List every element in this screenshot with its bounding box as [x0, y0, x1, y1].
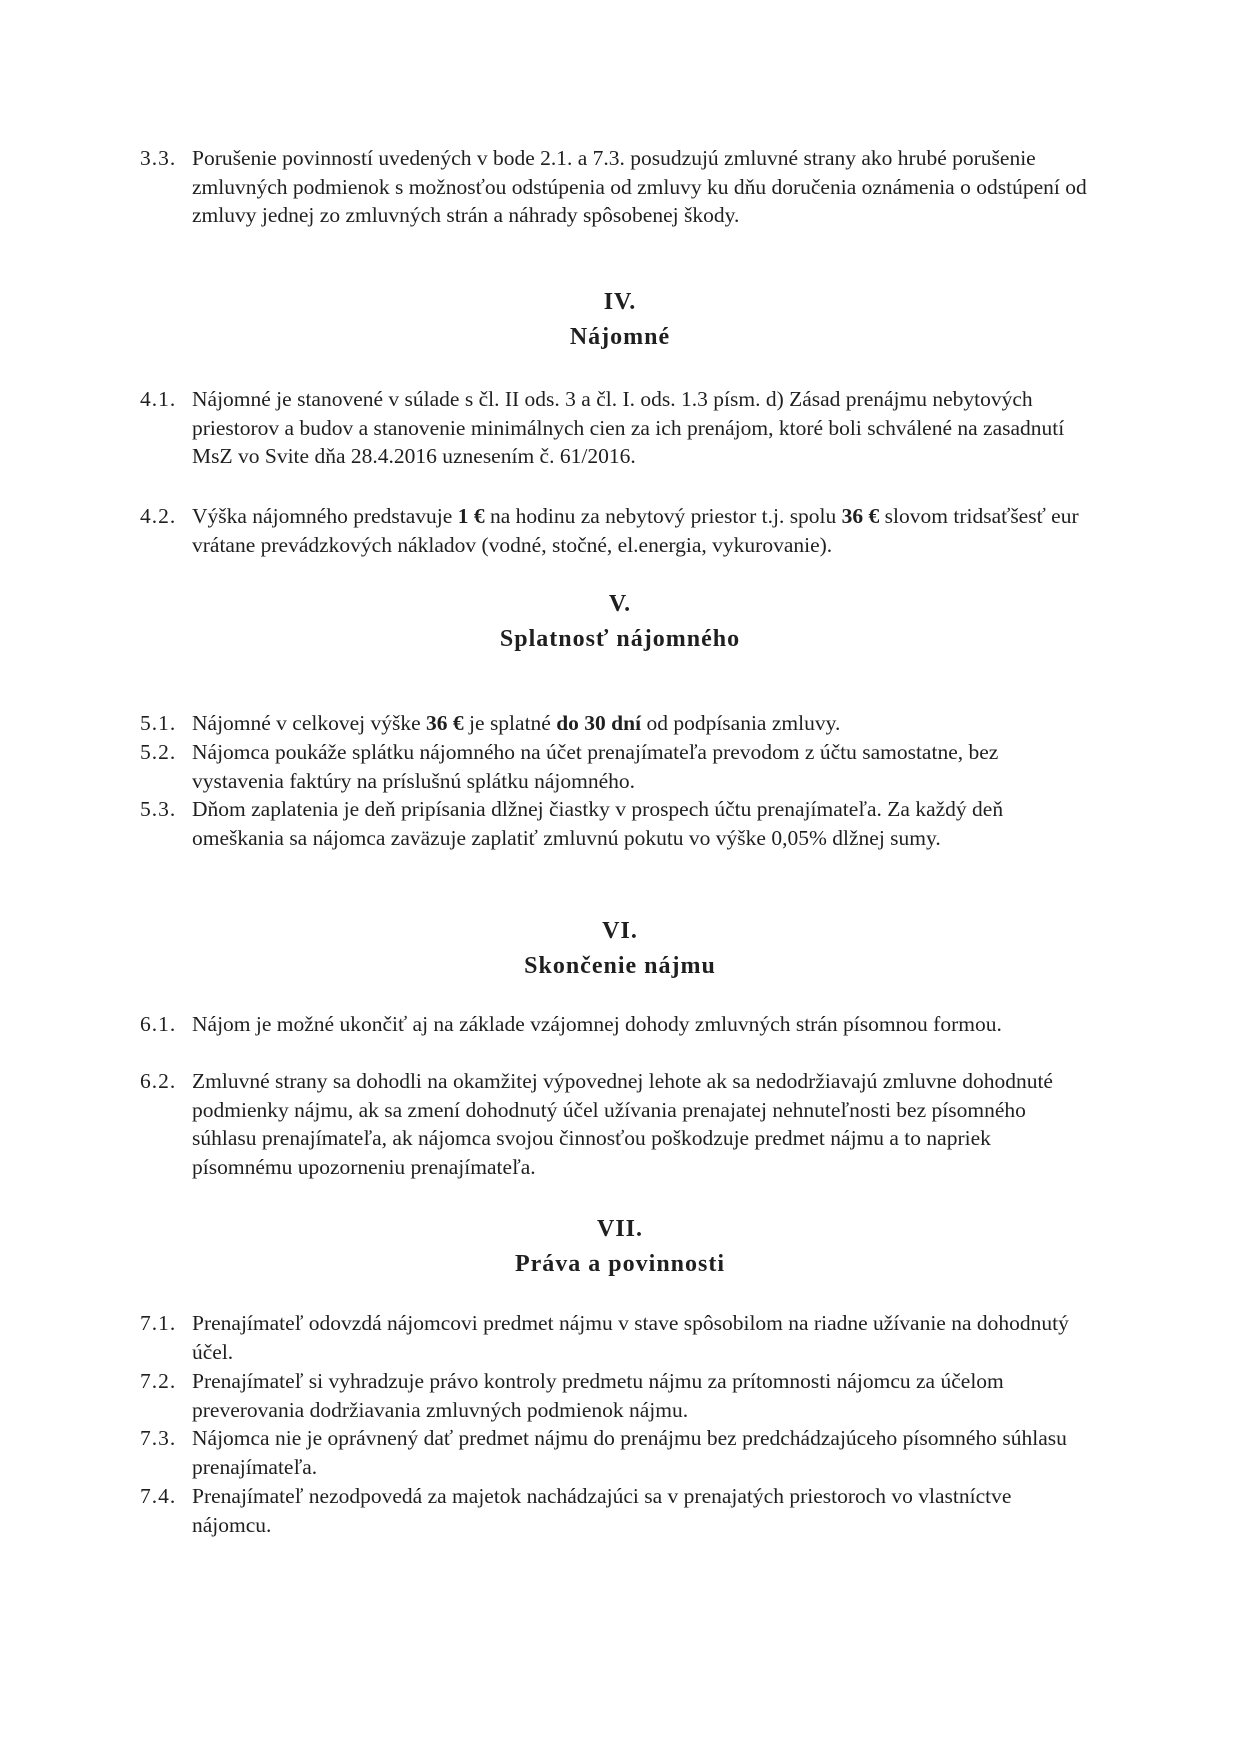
section-title: Skončenie nájmu: [524, 953, 716, 979]
clause-number: 4.2.: [140, 504, 177, 528]
rent-amount: 36 €: [426, 711, 464, 735]
clause-number: 5.1.: [140, 711, 177, 735]
clause-6-1: [140, 1010, 1090, 1039]
price-per-hour: 1 €: [457, 504, 485, 528]
clause-text: Výška nájomného predstavuje 1 € na hodinu za nebytový priestor t.j. spolu 36 € slovom tridsaťšesť eur vrátane prevádzkových nákladov (vodné, stočné, el.energia, vykurovanie).: [192, 504, 1079, 557]
clause-7-2: [140, 1367, 1090, 1424]
clause-text: Zmluvné strany sa dohodli na okamžitej výpovednej lehote ak sa nedodržiavajú zmluvne dohodnuté podmienky nájmu, ak sa zmení dohodnutý účel užívania prenajatej nehnuteľnosti bez písomného súhlasu prenajímateľa, ak nájomca svojou činnosťou poškodzuje predmet nájmu a to napriek písomnému upozorneniu prenajímateľa.: [192, 1069, 1053, 1179]
clause-5-3: [140, 795, 1090, 852]
section-number: VII.: [596, 1216, 643, 1242]
clause-text: Porušenie povinností uvedených v bode 2.1. a 7.3. posudzujú zmluvné strany ako hrubé porušenie zmluvných podmienok s možnosťou odstúpenia od zmluvy ku dňu doručenia oznámenia o odstúpení od zmluvy jednej zo zmluvných strán a náhrady spôsobenej škody.: [192, 146, 1087, 227]
clause-text: Nájom je možné ukončiť aj na základe vzájomnej dohody zmluvných strán písomnou formou.: [192, 1012, 1002, 1036]
clause-number: 5.3.: [140, 797, 177, 821]
clause-text: Nájomné v celkovej výške 36 € je splatné do 30 dní od podpísania zmluvy.: [192, 711, 841, 735]
clause-number: 7.2.: [140, 1369, 177, 1393]
section-title: Práva a povinnosti: [514, 1251, 726, 1277]
clause-4-1: [140, 385, 1090, 471]
clause-4-2: [140, 502, 1090, 559]
clause-text: Nájomné je stanovené v súlade s čl. II ods. 3 a čl. I. ods. 1.3 písm. d) Zásad prenájmu nebytových priestorov a budov a stanovenie minimálnych cien za ich prenájom, ktoré boli schválené na zasadnutí MsZ vo Svite dňa 28.4.2016 uznesením č. 61/2016.: [192, 387, 1065, 468]
clause-text: Prenajímateľ si vyhradzuje právo kontroly predmetu nájmu za prítomnosti nájomcu za účelom preverovania dodržiavania zmluvných podmienok nájmu.: [192, 1369, 1004, 1422]
clause-number: 3.3.: [140, 146, 177, 170]
clause-number: 7.3.: [140, 1426, 177, 1450]
clause-text: Prenajímateľ odovzdá nájomcovi predmet nájmu v stave spôsobilom na riadne užívanie na dohodnutý účel.: [192, 1311, 1069, 1364]
clause-number: 6.2.: [140, 1069, 177, 1093]
section-title: Nájomné: [569, 324, 671, 350]
clause-6-2: [140, 1067, 1090, 1181]
clause-number: 7.4.: [140, 1484, 177, 1508]
section-number: V.: [608, 591, 632, 617]
clause-text: Dňom zaplatenia je deň pripísania dlžnej čiastky v prospech účtu prenajímateľa. Za každý deň omeškania sa nájomca zaväzuje zaplatiť zmluvnú pokutu vo výške 0,05% dlžnej sumy.: [192, 797, 1004, 850]
clause-text: Nájomca nie je oprávnený dať predmet nájmu do prenájmu bez predchádzajúceho písomného súhlasu prenajímateľa.: [192, 1426, 1067, 1479]
clause-number: 6.1.: [140, 1012, 177, 1036]
clause-5-1: [140, 709, 1090, 738]
clause-5-2: [140, 738, 1090, 795]
clause-text: Nájomca poukáže splátku nájomného na účet prenajímateľa prevodom z účtu samostatne, bez vystavenia faktúry na príslušnú splátku nájomného.: [192, 740, 999, 793]
clause-7-1: [140, 1309, 1090, 1366]
section-number: VI.: [602, 918, 638, 944]
clause-number: 4.1.: [140, 387, 177, 411]
clause-3-3: [140, 144, 1090, 230]
due-period: do 30 dní: [556, 711, 642, 735]
section-title: Splatnosť nájomného: [499, 626, 741, 652]
clause-number: 7.1.: [140, 1311, 177, 1335]
clause-number: 5.2.: [140, 740, 177, 764]
clause-7-3: [140, 1424, 1090, 1481]
clause-text: Prenajímateľ nezodpovedá za majetok nachádzajúci sa v prenajatých priestoroch vo vlastníctve nájomcu.: [192, 1484, 1012, 1537]
section-number: IV.: [603, 289, 637, 315]
clause-7-4: [140, 1482, 1090, 1539]
price-total: 36 €: [841, 504, 880, 528]
